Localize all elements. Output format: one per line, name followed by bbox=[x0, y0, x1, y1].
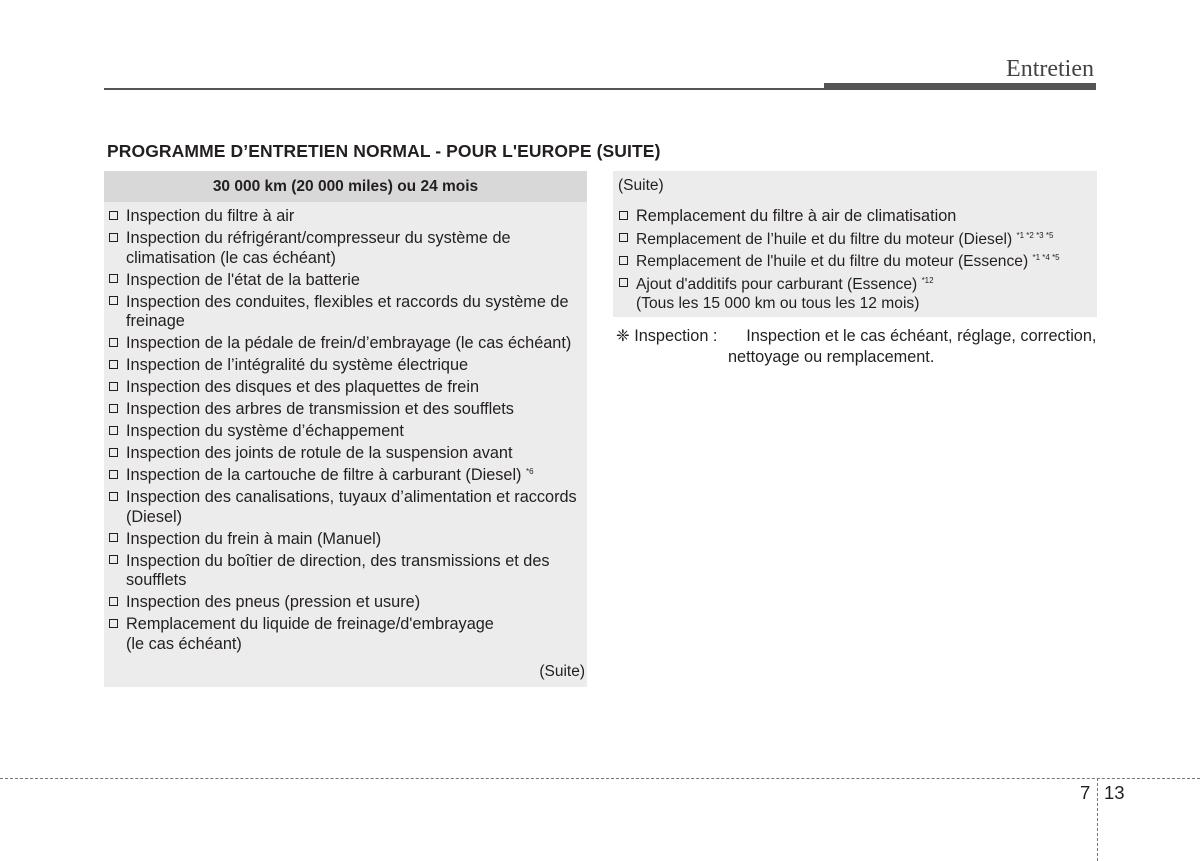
footnote-reference: *1 *2 *3 *5 bbox=[1016, 230, 1054, 240]
checklist-item-text: Remplacement du filtre à air de climatisation bbox=[636, 207, 957, 225]
checklist-item bbox=[108, 552, 587, 591]
checklist-item-text: Inspection du réfrigérant/compresseur du système de climatisation (le cas échéant) bbox=[126, 229, 511, 267]
checkbox-icon bbox=[109, 211, 118, 220]
checklist-item bbox=[108, 488, 587, 527]
note-term: Inspection : bbox=[634, 327, 718, 345]
checkbox-icon bbox=[109, 274, 118, 283]
checklist-item bbox=[108, 615, 587, 654]
checklist-item bbox=[618, 207, 1097, 227]
checkbox-icon bbox=[109, 382, 118, 391]
checklist-item-text: Inspection de l’intégralité du système électrique bbox=[126, 356, 469, 374]
checkbox-icon bbox=[109, 470, 118, 479]
checklist-item-text: Inspection de l'état de la batterie bbox=[126, 270, 360, 289]
checkbox-icon bbox=[109, 448, 118, 457]
checklist-item-text: Inspection des joints de rotule de la suspension avant bbox=[126, 444, 513, 462]
checkbox-icon bbox=[109, 426, 118, 435]
checklist-item-text: Inspection des arbres de transmission et des soufflets bbox=[126, 400, 514, 418]
checkbox-icon bbox=[109, 533, 118, 542]
note-symbol: ❈ bbox=[616, 327, 630, 345]
checklist-item bbox=[108, 229, 587, 268]
checklist-item bbox=[108, 271, 587, 291]
checklist-item-text: Inspection de la cartouche de filtre à carburant (Diesel) bbox=[126, 466, 522, 484]
checkbox-icon bbox=[109, 233, 118, 242]
checklist-item bbox=[108, 207, 587, 227]
checklist-item bbox=[108, 422, 587, 442]
checkbox-icon bbox=[109, 492, 118, 501]
footnote-reference: *6 bbox=[526, 467, 534, 476]
checkbox-icon bbox=[619, 256, 628, 265]
checklist-item bbox=[108, 293, 587, 332]
checklist-item bbox=[108, 530, 587, 550]
checklist-item bbox=[618, 230, 1097, 250]
inspection-note bbox=[616, 326, 1100, 368]
checkbox-icon bbox=[109, 360, 118, 369]
checklist-item-text: Inspection des pneus (pression et usure) bbox=[126, 593, 421, 611]
checkbox-icon bbox=[109, 619, 118, 628]
page-number: 13 bbox=[1104, 782, 1125, 803]
checklist-item bbox=[108, 378, 587, 398]
checklist-item-subtext: (Tous les 15 000 km ou tous les 12 mois) bbox=[636, 295, 920, 312]
checkbox-icon bbox=[109, 338, 118, 347]
checklist-item-text: Remplacement de l’huile et du filtre du moteur (Diesel) bbox=[636, 230, 1013, 248]
checklist-item-text: Inspection du boîtier de direction, des transmissions et des soufflets bbox=[126, 551, 550, 589]
checklist bbox=[613, 202, 1097, 314]
checklist-item-text: Remplacement du liquide de freinage/d'embrayage bbox=[126, 615, 494, 633]
checklist-item bbox=[618, 252, 1097, 272]
checklist-item-text: Ajout d'additifs pour carburant (Essence) bbox=[636, 275, 918, 293]
checkbox-icon bbox=[109, 404, 118, 413]
chapter-number: 7 bbox=[1080, 782, 1091, 803]
checklist-item-text: Inspection des canalisations, tuyaux d’alimentation et raccords (Diesel) bbox=[126, 488, 577, 526]
checklist-item-text: Inspection du frein à main (Manuel) bbox=[126, 529, 382, 548]
header-rule bbox=[104, 88, 824, 90]
checkbox-icon bbox=[619, 211, 628, 220]
checklist-item bbox=[108, 444, 587, 464]
note-definition-continued: nettoyage ou remplacement. bbox=[728, 348, 935, 366]
checklist-item bbox=[108, 466, 587, 486]
note-definition: Inspection et le cas échéant, réglage, correction, bbox=[746, 327, 1097, 345]
checkbox-icon bbox=[109, 597, 118, 606]
checkbox-icon bbox=[109, 296, 118, 305]
checklist-item bbox=[108, 593, 587, 613]
footnote-reference: *12 bbox=[921, 275, 934, 285]
checklist-item bbox=[108, 400, 587, 420]
header-rule-accent bbox=[824, 83, 1096, 90]
maintenance-table-left bbox=[104, 171, 587, 687]
checkbox-icon bbox=[619, 278, 628, 287]
checklist-item bbox=[618, 275, 1097, 314]
continued-note: (Suite) bbox=[539, 663, 585, 680]
interval-heading: 30 000 km (20 000 miles) ou 24 mois bbox=[104, 171, 587, 202]
checklist bbox=[104, 202, 587, 654]
checklist-item-text: Inspection des conduites, flexibles et raccords du système de freinage bbox=[126, 292, 569, 330]
checkbox-icon bbox=[109, 555, 118, 564]
section-title: PROGRAMME D’ENTRETIEN NORMAL - POUR L'EUROPE (SUITE) bbox=[107, 141, 661, 161]
checklist-item-text: Inspection de la pédale de frein/d’embrayage (le cas échéant) bbox=[126, 334, 572, 352]
footer-divider bbox=[0, 778, 1200, 779]
chapter-title: Entretien bbox=[1006, 56, 1094, 82]
continued-heading: (Suite) bbox=[618, 177, 664, 194]
checkbox-icon bbox=[619, 233, 628, 242]
footnote-reference: *1 *4 *5 bbox=[1032, 253, 1060, 262]
checklist-item bbox=[108, 356, 587, 376]
maintenance-table-right bbox=[613, 171, 1097, 317]
page-number-divider bbox=[1097, 778, 1098, 861]
checklist-item-text: Inspection des disques et des plaquettes de frein bbox=[126, 378, 479, 396]
checklist-item-text: Inspection du filtre à air bbox=[126, 207, 295, 225]
checklist-item bbox=[108, 334, 587, 354]
checklist-item-subtext: (le cas échéant) bbox=[126, 634, 242, 653]
checklist-item-text: Inspection du système d’échappement bbox=[126, 422, 404, 440]
checklist-item-text: Remplacement de l'huile et du filtre du moteur (Essence) bbox=[636, 253, 1029, 270]
